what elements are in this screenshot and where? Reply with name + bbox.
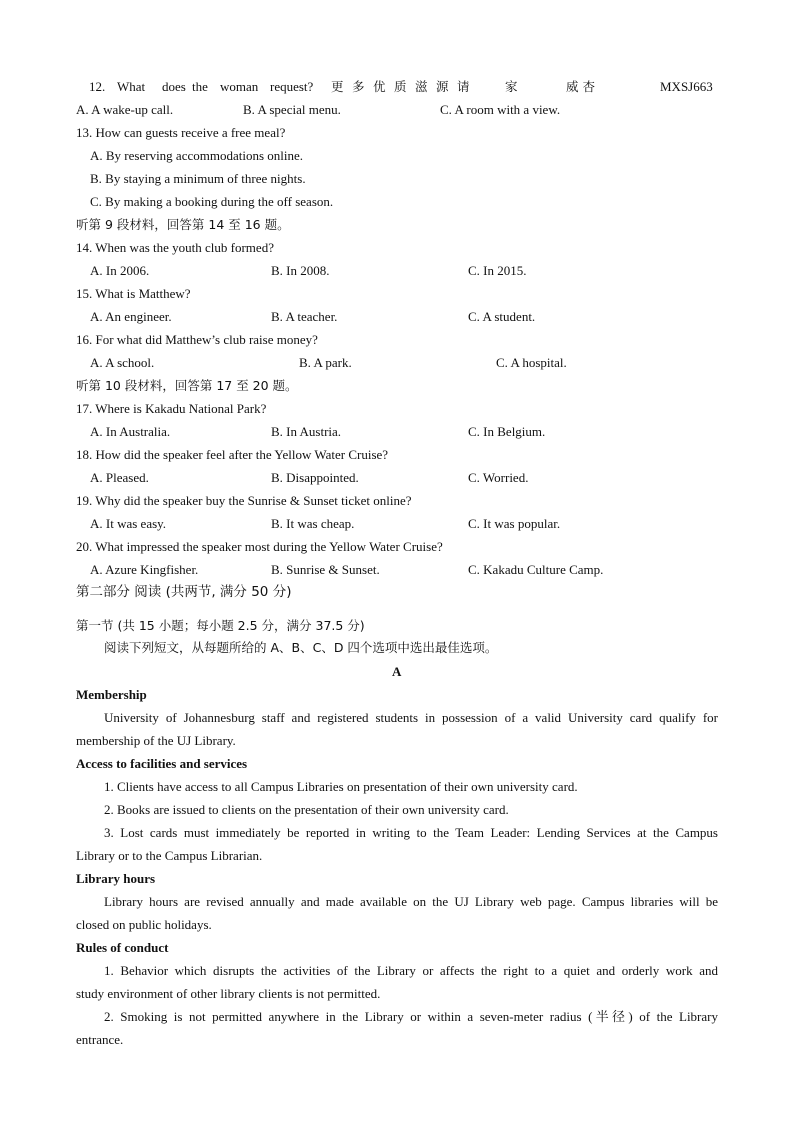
q19-option-b: B. It was cheap. [271,516,355,531]
section-10-instruction: 听第 10 段材料，回答第 17 至 20 题。 [76,378,298,393]
q12-watermark-char: 更 [331,79,344,94]
q20-option-a: A. Azure Kingfisher. [90,562,199,577]
q19-option-a: A. It was easy. [90,516,167,531]
q18-option-a: A. Pleased. [90,470,149,485]
conduct-heading: Rules of conduct [76,940,169,955]
q17-option-c: C. In Belgium. [468,424,546,439]
access-item-1: 1. Clients have access to all Campus Libraries on presentation of their own university card. [104,779,578,794]
q18-option-c: C. Worried. [468,470,529,485]
q12-watermark-char: 质 [394,79,407,94]
q14-option-a: A. In 2006. [90,263,150,278]
part-2-title: 第二部分 阅读 (共两节, 满分 50 分) [76,584,292,600]
q12-word: the [192,79,208,94]
section-1-header: 第一节 (共 15 小题；每小题 2.5 分，满分 37.5 分) [76,618,365,633]
q15-option-b: B. A teacher. [271,309,338,324]
access-item-3-line-2: Library or to the Campus Librarian. [76,848,263,863]
q12-word: request? [270,79,314,94]
q13-option-c: C. By making a booking during the off season. [90,194,334,209]
conduct-item-2-line-2: entrance. [76,1032,124,1047]
q15-option-a: A. An engineer. [90,309,172,324]
passage-letter: A [392,664,402,679]
q12-watermark-char: 优 [373,79,386,94]
q12-word: does [162,79,186,94]
q14-option-c: C. In 2015. [468,263,527,278]
q12-option-b: B. A special menu. [243,102,341,117]
reading-instruction: 阅读下列短文，从每题所给的 A、B、C、D 四个选项中选出最佳选项。 [104,640,498,655]
q19-question: 19. Why did the speaker buy the Sunrise & Sunset ticket online? [76,493,412,508]
q16-option-c: C. A hospital. [496,355,567,370]
hours-text-line-1: Library hours are revised annually and made available on the UJ Library web page. Campus libraries will be [104,894,718,909]
q18-question: 18. How did the speaker feel after the Yellow Water Cruise? [76,447,389,462]
section-9-instruction: 听第 9 段材料，回答第 14 至 16 题。 [76,217,290,232]
q16-option-b: B. A park. [299,355,352,370]
q14-question: 14. When was the youth club formed? [76,240,274,255]
access-item-2: 2. Books are issued to clients on the presentation of their own university card. [104,802,509,817]
q20-option-b: B. Sunrise & Sunset. [271,562,380,577]
q17-option-b: B. In Austria. [271,424,342,439]
access-item-3-line-1: 3. Lost cards must immediately be reported in writing to the Team Leader: Lending Services at the Campus [104,825,718,840]
q12-watermark-char: 多 [352,79,365,94]
q19-option-c: C. It was popular. [468,516,561,531]
q12-option-c: C. A room with a view. [440,102,561,117]
membership-text-line-2: membership of the UJ Library. [76,733,236,748]
q20-question: 20. What impressed the speaker most during the Yellow Water Cruise? [76,539,443,554]
q17-question: 17. Where is Kakadu National Park? [76,401,267,416]
q12-word: woman [220,79,259,94]
q16-question: 16. For what did Matthew’s club raise money? [76,332,318,347]
conduct-item-1-line-2: study environment of other library clients is not permitted. [76,986,381,1001]
q12-watermark-char: 家 [505,79,518,94]
access-heading: Access to facilities and services [76,756,248,771]
q16-option-a: A. A school. [90,355,155,370]
q13-option-a: A. By reserving accommodations online. [90,148,304,163]
q13-option-b: B. By staying a minimum of three nights. [90,171,306,186]
q15-question: 15. What is Matthew? [76,286,191,301]
q17-option-a: A. In Australia. [90,424,171,439]
membership-heading: Membership [76,687,147,702]
q12-watermark-char: 源 [436,79,449,94]
hours-text-line-2: closed on public holidays. [76,917,212,932]
q13-question: 13. How can guests receive a free meal? [76,125,286,140]
q12-watermark-code: MXSJ663 [660,79,713,94]
q12-option-a: A. A wake-up call. [76,102,174,117]
q20-option-c: C. Kakadu Culture Camp. [468,562,604,577]
q12-watermark-char: 滋 [415,79,428,94]
q14-option-b: B. In 2008. [271,263,330,278]
q12-word: What [117,79,146,94]
conduct-item-2-line-1: 2. Smoking is not permitted anywhere in the Library or within a seven-meter radius (半径) of the Library [104,1009,718,1024]
q12-number: 12. [89,79,106,94]
membership-text-line-1: University of Johannesburg staff and registered students in possession of a valid University card qualify for [104,710,718,725]
q12-watermark-char: 威杏 [566,79,600,94]
q15-option-c: C. A student. [468,309,536,324]
q18-option-b: B. Disappointed. [271,470,359,485]
conduct-item-1-line-1: 1. Behavior which disrupts the activities of the Library or affects the right to a quiet and orderly work and [104,963,718,978]
q12-watermark-char: 请 [457,79,470,94]
hours-heading: Library hours [76,871,156,886]
